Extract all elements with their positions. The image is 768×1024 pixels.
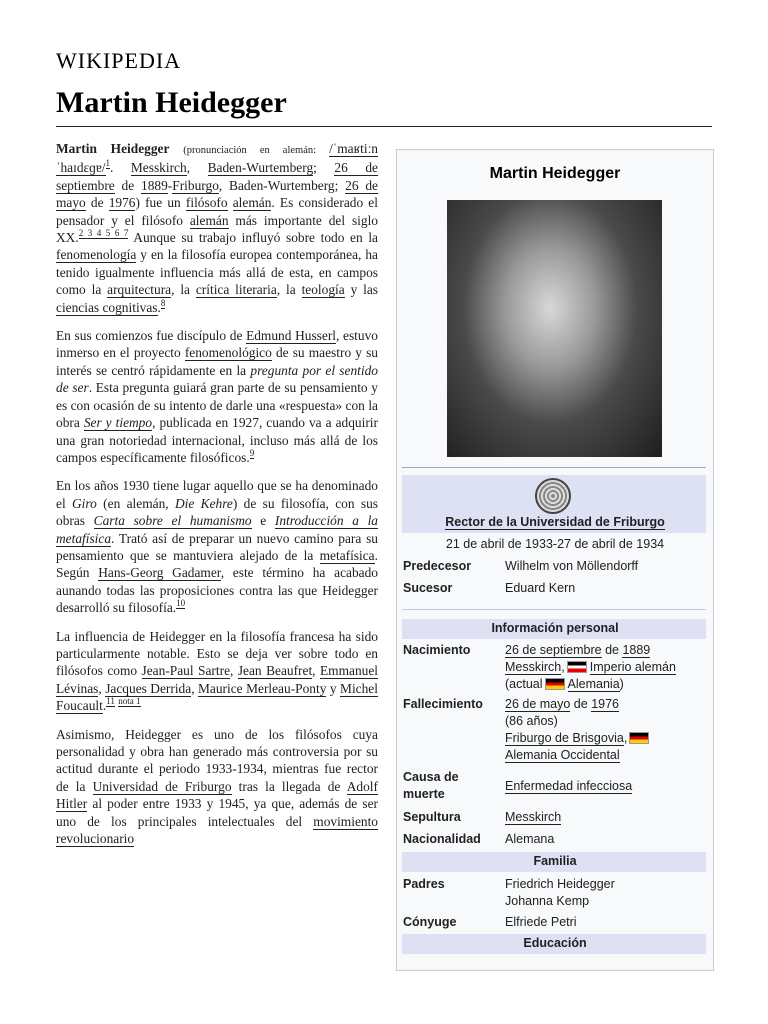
link-death-date[interactable]: 26 de mayo (56, 177, 378, 211)
title-divider (56, 126, 712, 127)
text: La influencia de Heidegger en la filosofía francesa ha sido particularmente notable. Esto se deja ver sobre todo en filósofos como (56, 628, 378, 679)
link-carta-humanismo[interactable]: Carta sobre el humanismo (93, 513, 252, 529)
link-fal-year[interactable]: 1976 (591, 697, 619, 711)
link-birth-year[interactable]: 1889 (141, 177, 168, 193)
text: (en alemán, (96, 495, 175, 511)
text: ) (619, 677, 624, 691)
text: , (191, 680, 199, 696)
section-info-personal: Información personal (491, 621, 619, 635)
link-sepultura[interactable]: Messkirch (505, 810, 562, 824)
value-nacimiento (505, 642, 705, 693)
text: , (230, 663, 238, 679)
text: En los años 1930 tiene lugar aquello que se ha denominado el (56, 478, 378, 511)
text: . Es considerado el pensador y el filósofo (56, 195, 378, 228)
text: - (167, 177, 173, 193)
text: y (326, 680, 341, 696)
text: . Trató así de preparar un nuevo camino para su pensamiento que se mantuviera alejado de la (56, 530, 378, 563)
text: Asimismo, Heidegger es uno de los filósofos cuya personalidad y obra han generado más controversia por su actitud durante el periodo 1933-1934, mientras fue rector de la (56, 726, 378, 794)
subject-name: Martin Heidegger (56, 141, 170, 156)
label-nacimiento: Nacimiento (403, 643, 471, 657)
label-predecesor: Predecesor (403, 559, 472, 573)
text: , la (171, 282, 196, 298)
link-hitler[interactable]: Adolf Hitler (56, 778, 378, 812)
ref-10[interactable]: 10 (176, 598, 186, 609)
label-sepultura: Sepultura (403, 810, 461, 824)
ref-1[interactable]: 1 (105, 158, 110, 169)
text: tras la llegada de (231, 778, 347, 794)
value-nacionalidad: Alemana (505, 832, 555, 846)
link-arquitectura[interactable]: arquitectura (107, 282, 172, 298)
text: , (186, 160, 208, 176)
label-sucesor: Sucesor (403, 581, 453, 595)
value-conyuge: Elfriede Petri (505, 915, 577, 929)
link-imperio-aleman[interactable]: Imperio alemán (589, 660, 676, 674)
link-merleau-ponty[interactable]: Maurice Merleau-Ponty (198, 680, 327, 696)
text: Johanna Kemp (505, 894, 590, 908)
text: de (570, 697, 592, 711)
office-term: 21 de abril de 1933-27 de abril de 1934 (445, 537, 665, 551)
text: (actual (505, 677, 543, 691)
ref-9[interactable]: 9 (249, 447, 255, 458)
value-predecesor[interactable]: Wilhelm von Möllendorff (505, 559, 639, 573)
link-alemania[interactable]: Alemania (567, 677, 620, 691)
text: (86 años) (505, 714, 558, 728)
ipa-link[interactable]: /ˈmaʁtiːn ˈhaɪdɛɡɐ/ (56, 141, 379, 176)
link-derrida[interactable]: Jacques Derrida (105, 680, 192, 696)
text: e (251, 513, 275, 529)
text: , (98, 680, 106, 696)
text: . (157, 299, 161, 315)
link-death-year[interactable]: 1976 (108, 195, 136, 211)
ref-11[interactable]: 11 (106, 696, 115, 707)
text: , Baden-Wurtemberg; (218, 177, 346, 193)
link-nac-year[interactable]: 1889 (622, 643, 651, 657)
pregunta-italic: pregunta por el sentido de ser (56, 362, 378, 396)
text: En sus comienzos fue discípulo de (56, 328, 247, 344)
link-introduccion-metafisica[interactable]: Introducción a la metafísica (56, 513, 379, 546)
link-ciencias-cognitivas[interactable]: ciencias cognitivas (56, 299, 158, 315)
text: y en la filosofía europea contemporánea, ha tenido igualmente influencia más allá de esta, en campos como la (56, 247, 378, 298)
link-alemania-occidental[interactable]: Alemania Occidental (505, 748, 620, 762)
label-fallecimiento: Fallecimiento (403, 697, 483, 711)
link-teologia[interactable]: teología (301, 282, 345, 298)
text: , publicada en 1927, cuando va a adquirir una gran notoriedad internacional, incluso más allá de los campos específicamente filosóficos. (56, 415, 378, 465)
wikipedia-logo[interactable]: WIKIPEDIA (56, 48, 182, 73)
germany-flag-icon (545, 678, 565, 690)
label-nacionalidad: Nacionalidad (403, 832, 481, 846)
text: , estuvo inmerso en el proyecto (56, 328, 378, 361)
text: al poder entre 1933 y 1945, ya que, además de ser uno de los principales intelectuales del (56, 796, 378, 829)
paragraph-francia (56, 628, 378, 715)
paragraph-husserl (56, 327, 378, 466)
text: . Según (56, 547, 378, 581)
page-title: Martin Heidegger (56, 86, 287, 119)
text: de su maestro y su interés se centró rápidamente en la (56, 345, 378, 378)
text: Aunque su trabajo influyó sobre todo en la (128, 230, 378, 246)
paragraph-giro (56, 477, 378, 616)
link-filosofo[interactable]: filósofo (185, 195, 228, 211)
value-causa (505, 778, 705, 795)
link-movimiento-revolucionario[interactable]: movimiento revolucionario (56, 813, 378, 847)
section-educacion: Educación (523, 936, 587, 950)
label-padres: Padres (403, 877, 445, 891)
link-fal-date[interactable]: 26 de mayo (505, 697, 571, 711)
link-enfermedad[interactable]: Enfermedad infecciosa (505, 779, 633, 793)
link-baden[interactable]: Baden-Wurtemberg (207, 160, 314, 176)
value-sucesor[interactable]: Eduard Kern (505, 581, 576, 595)
refs-2-7[interactable]: 2 3 4 5 6 7 (78, 228, 129, 239)
text: , (561, 660, 565, 674)
link-messkirch[interactable]: Messkirch (130, 160, 187, 176)
text: . (110, 160, 131, 176)
label-causa: Causa de muerte (403, 770, 459, 801)
link-birth-date[interactable]: 26 de septiembre (56, 160, 378, 193)
link-gadamer[interactable]: Hans-Georg Gadamer (98, 565, 221, 581)
divider (402, 467, 706, 468)
text: , este término ha acabado aunando todas las proposiciones contra las que Heidegger desarrolló su filosofía. (56, 565, 378, 616)
link-fenomenologico[interactable]: fenomenológico (184, 345, 272, 361)
office-title (397, 515, 713, 529)
text: más importante del siglo XX. (56, 212, 379, 246)
link-critica-literaria[interactable]: crítica literaria (195, 282, 277, 298)
link-ser-y-tiempo[interactable]: Ser y tiempo (83, 415, 153, 431)
section-familia: Familia (533, 854, 577, 868)
text: . (102, 698, 107, 714)
value-fallecimiento (505, 696, 705, 764)
text (228, 195, 233, 210)
link-nac-date[interactable]: 26 de septiembre (505, 643, 602, 657)
link-husserl[interactable]: Edmund Husserl (246, 328, 337, 344)
text: ) fue un (135, 195, 186, 211)
link-fal-place[interactable]: Friburgo de Brisgovia (505, 731, 624, 745)
link-nac-place[interactable]: Messkirch (505, 660, 562, 674)
label-conyuge: Cónyuge (403, 915, 457, 929)
link-beaufret[interactable]: Jean Beaufret (237, 663, 313, 679)
giro-italic: Giro (72, 495, 97, 511)
divider (402, 609, 706, 610)
text: de (601, 643, 623, 657)
link-aleman-2[interactable]: alemán (189, 212, 229, 228)
ref-8[interactable]: 8 (160, 297, 166, 308)
text: , (623, 731, 628, 745)
text: . Esta pregunta guiará gran parte de su pensamiento y es con ocasión de su intento de darle una «respuesta» con la obra (56, 380, 378, 431)
text: , la (276, 282, 302, 298)
link-universidad-friburgo[interactable]: Universidad de Friburgo (92, 778, 232, 794)
infobox (396, 149, 714, 971)
text: Friedrich Heidegger (505, 877, 615, 891)
kehre-italic: Die Kehre (174, 495, 233, 511)
link-office[interactable]: Rector de la Universidad de Friburgo (445, 515, 665, 529)
link-metafisica[interactable]: metafísica (319, 547, 375, 563)
text: de (114, 177, 142, 193)
text: ; (313, 160, 335, 176)
portrait-image[interactable] (447, 200, 662, 457)
link-fenomenologia[interactable]: fenomenología (56, 247, 137, 263)
germany-flag-icon (629, 732, 649, 744)
text: y las (344, 282, 379, 298)
link-foucault[interactable]: Michel Foucault (56, 680, 378, 714)
value-padres (505, 876, 705, 910)
link-levinas[interactable]: Emmanuel Lévinas (56, 663, 378, 696)
value-sepultura (505, 809, 705, 826)
paragraph-intro (56, 140, 378, 316)
nota-1[interactable]: nota 1 (118, 696, 141, 707)
article-body (56, 140, 378, 858)
infobox-title: Martin Heidegger (489, 165, 621, 182)
link-aleman[interactable]: alemán (232, 195, 272, 211)
link-friburgo[interactable]: Friburgo (172, 177, 219, 193)
link-sartre[interactable]: Jean-Paul Sartre (141, 663, 231, 679)
text: ) de su filosofía, con sus obras (56, 495, 379, 529)
pronunciation-label: (pronunciación en alemán: (183, 145, 330, 156)
paragraph-controversia (56, 726, 378, 848)
text: de (85, 195, 109, 211)
text: , (312, 663, 320, 679)
university-seal-icon[interactable] (535, 478, 571, 514)
german-empire-flag-icon (567, 661, 587, 673)
